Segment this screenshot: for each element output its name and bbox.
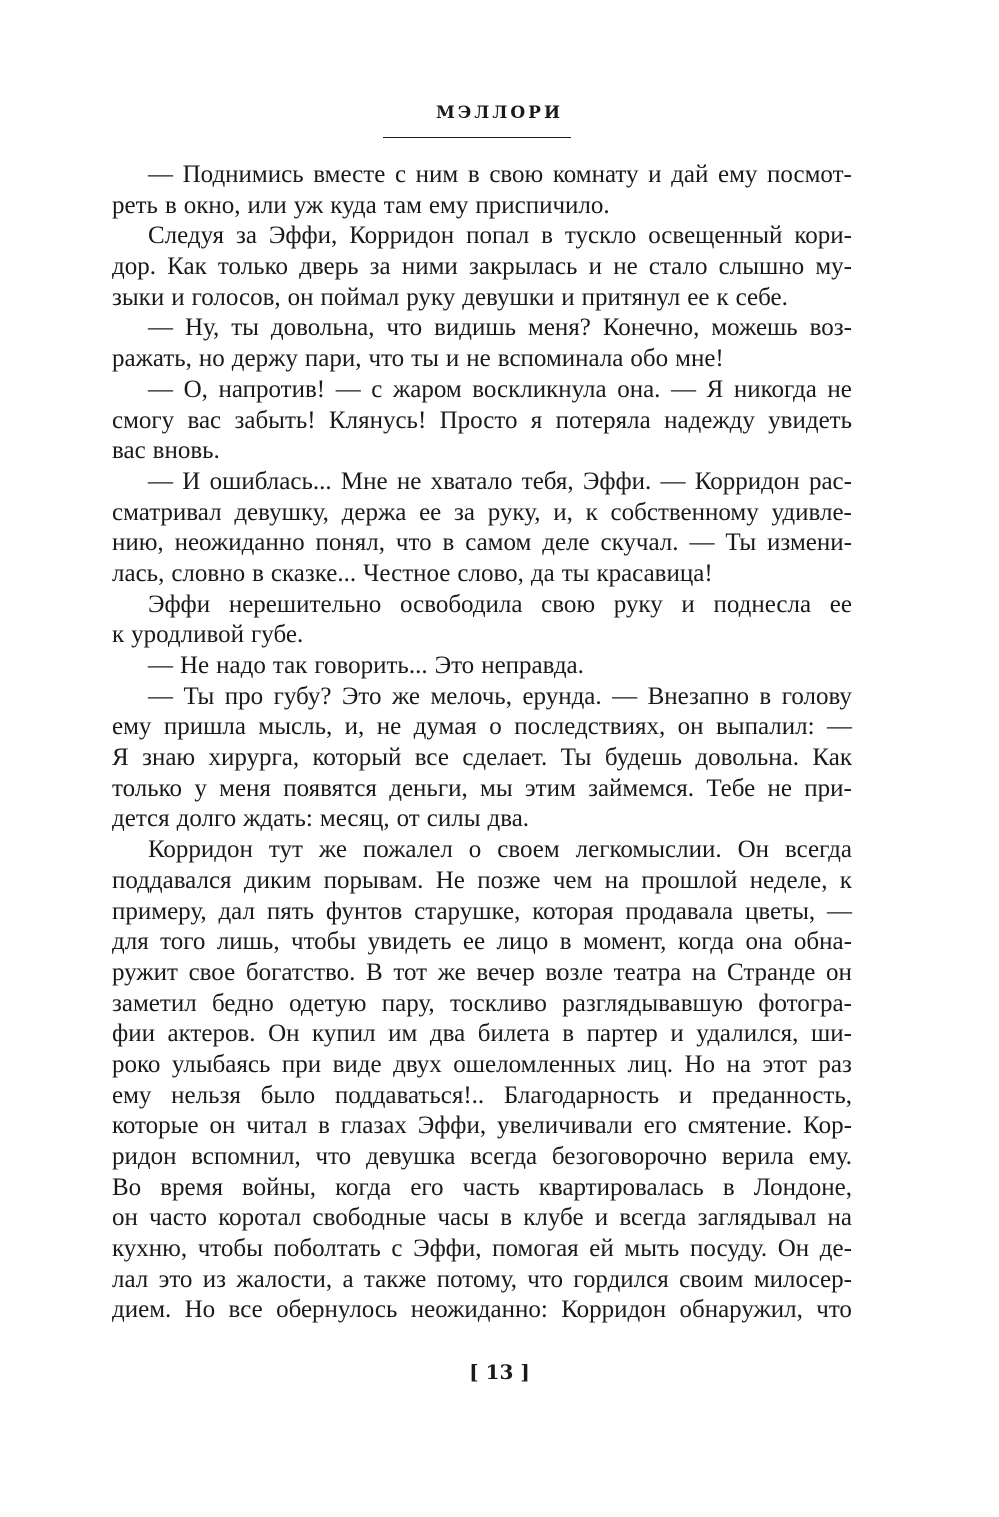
text-line: ему пришла мысль, и, не думая о последствиях, он выпалил: — [112, 713, 852, 741]
text-line: зыки и голосов, он поймал руку девушки и притянул ее к себе. [112, 283, 788, 311]
text-line: лась, словно в сказке... Честное слово, да ты красавица! [112, 559, 713, 587]
text-line: дием. Но все обернулось неожиданно: Корридон обнаружил, что [112, 1296, 852, 1324]
text-line: которые он читал в глазах Эффи, увеличивали его смятение. Кор- [112, 1112, 852, 1140]
text-line: нию, неожиданно понял, что в самом деле скучал. — Ты измени- [112, 529, 852, 557]
text-line: заметил бедно одетую пару, тоскливо разглядывавшую фотогра- [112, 989, 852, 1017]
text-line: дется долго ждать: месяц, от силы два. [112, 805, 530, 833]
text-line: ражать, но держу пари, что ты и не вспоминала обо мне! [112, 345, 724, 373]
text-line: к уродливой губе. [112, 621, 304, 649]
text-line: ридон вспомнил, что девушка всегда безоговорочно верила ему. [112, 1143, 852, 1170]
text-line: Корридон тут же пожалел о своем легкомыслии. Он всегда [148, 836, 852, 864]
text-line: только у меня появятся деньги, мы этим займемся. Тебе не при- [112, 774, 852, 802]
text-line: дор. Как только дверь за ними закрылась и не стало слышно му- [112, 253, 852, 281]
text-line: кухню, чтобы поболтать с Эффи, помогая ей мыть посуду. Он де- [112, 1235, 852, 1263]
text-line: поддавался диким порывам. Не позже чем на прошлой неделе, к [112, 866, 852, 894]
text-line: — И ошиблась... Мне не хватало тебя, Эффи. — Корридон рас- [148, 467, 852, 495]
text-line: сматривал девушку, держа ее за руку, и, к собственному удивле- [112, 498, 852, 526]
text-line: — Не надо так говорить... Это неправда. [148, 652, 584, 679]
text-line: лал это из жалости, а также потому, что гордился своим милосер- [112, 1265, 852, 1293]
text-line: для того лишь, чтобы увидеть ее лицо в момент, когда она обна- [112, 928, 852, 956]
text-line: реть в окно, или уж куда там ему приспичило. [112, 191, 610, 219]
text-line: Следуя за Эффи, Корридон попал в тускло освещенный кори- [148, 222, 852, 250]
text-line: вас вновь. [112, 437, 220, 465]
text-line: смогу вас забыть! Клянусь! Просто я потеряла надежду увидеть [112, 406, 852, 434]
text-line: — Ты про губу? Это же мелочь, ерунда. — Внезапно в голову [148, 682, 852, 710]
text-line: Эффи нерешительно освободила свою руку и поднесла ее [148, 590, 852, 618]
text-line: фии актеров. Он купил им два билета в партер и удалился, ши- [112, 1020, 852, 1048]
text-line: примеру, дал пять фунтов старушке, которая продавала цветы, — [112, 897, 852, 925]
text-line: — О, напротив! — с жаром воскликнула она. — Я никогда не [148, 375, 852, 403]
body-text [112, 160, 852, 1326]
text-line: Во время войны, когда его часть квартировалась в Лондоне, [112, 1173, 852, 1201]
text-line: ему нельзя было поддаваться!.. Благодарность и преданность, [112, 1081, 852, 1109]
page-number: [ 13 ] [469, 1360, 530, 1384]
text-line: роко улыбаясь при виде двух ошеломленных лиц. Но на этот раз [112, 1050, 852, 1078]
text-line: он часто коротал свободные часы в клубе и всегда заглядывал на [112, 1204, 852, 1232]
text-line: — Ну, ты довольна, что видишь меня? Конечно, можешь воз- [148, 314, 852, 342]
running-head: МЭЛЛОРИ [435, 103, 564, 123]
text-line: Я знаю хирурга, который все сделает. Ты будешь довольна. Как [112, 744, 852, 772]
text-line: ружит свое богатство. В тот же вечер возле театра на Странде он [112, 958, 852, 986]
running-head-rule [383, 137, 571, 138]
text-line: — Поднимись вместе с ним в свою комнату и дай ему посмот- [148, 161, 852, 188]
